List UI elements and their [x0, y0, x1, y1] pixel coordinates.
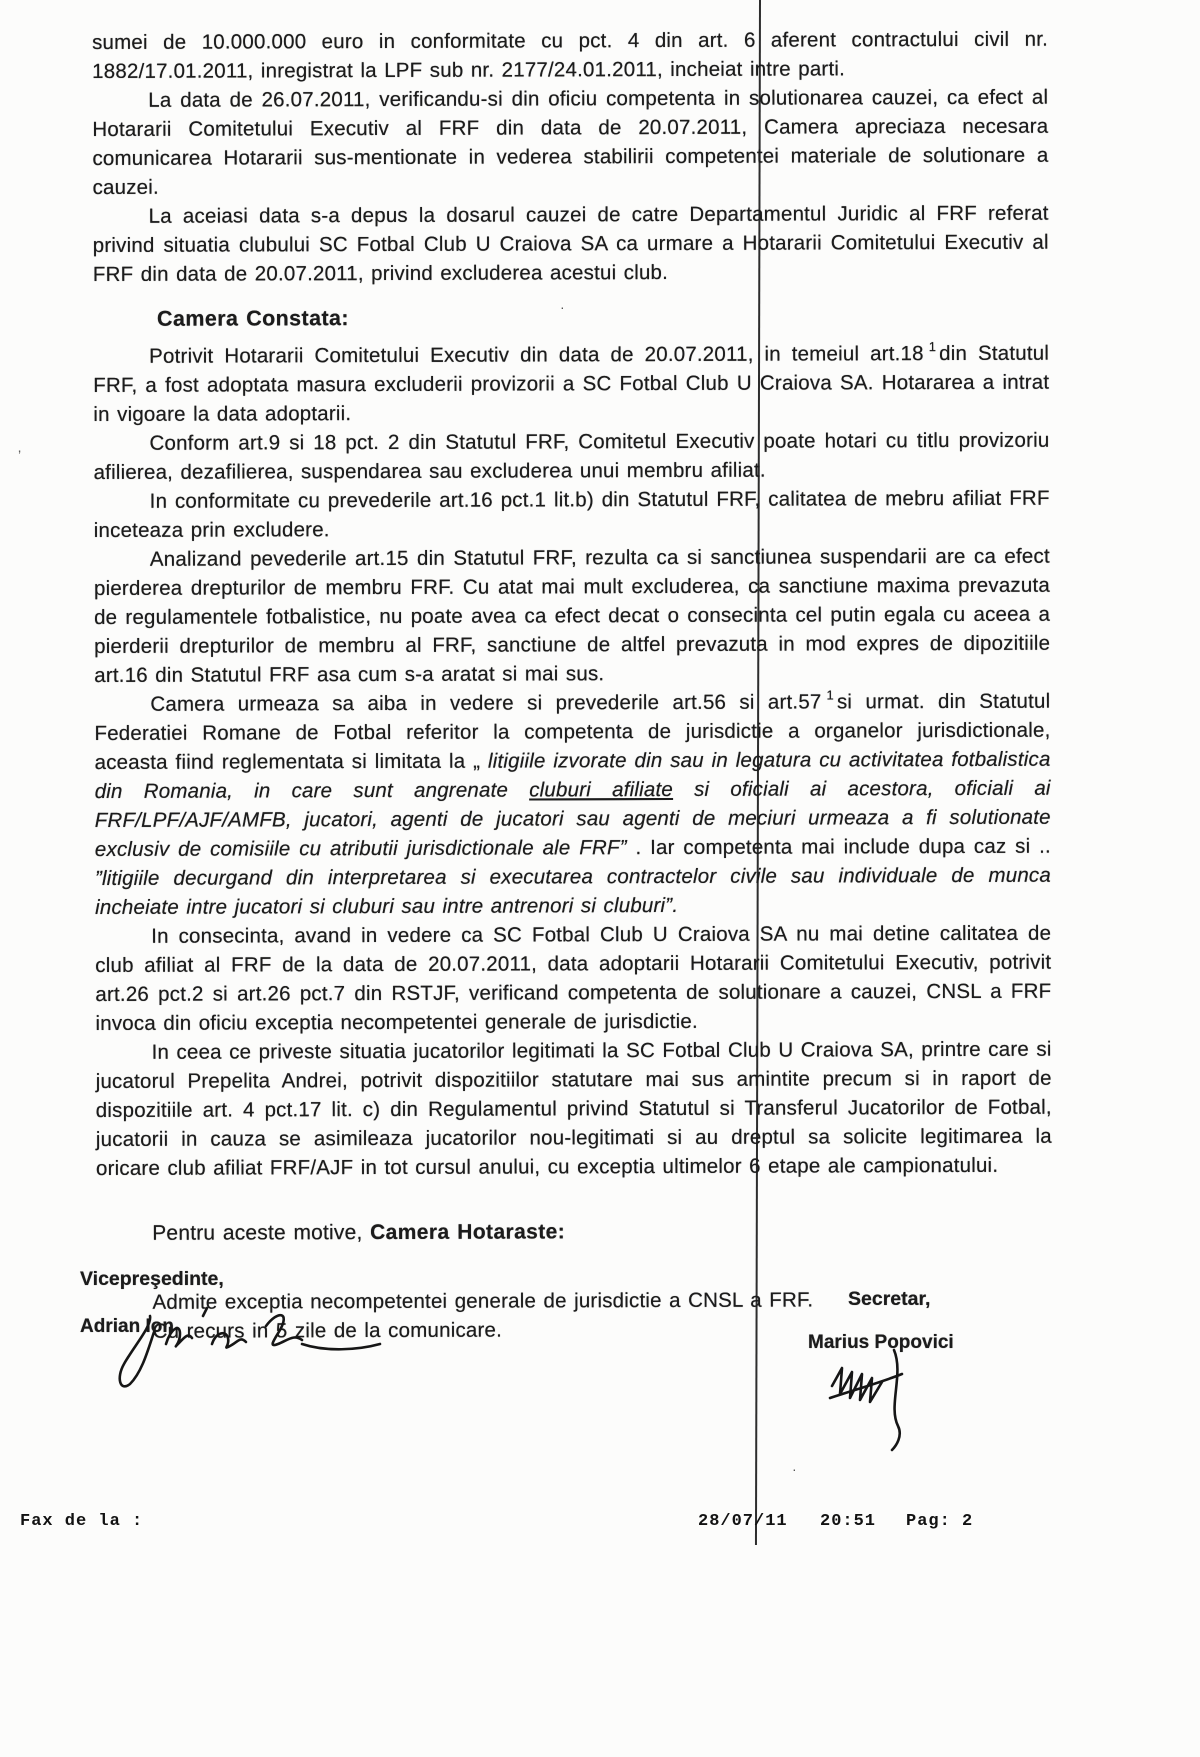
signature-left-handwriting — [108, 1292, 388, 1392]
paragraph-art9-18: Conform art.9 si 18 pct. 2 din Statutul FRF, Comitetul Executiv poate hotari cu titlu provizoriu afilierea, dezafilierea, suspendarea sau excluderea unui membru afiliat. — [93, 428, 1050, 484]
fax-footer-page-label: Pag: — [906, 1512, 951, 1531]
paragraph-consecinta: In consecinta, avand in vedere ca SC Fotbal Club U Craiova SA nu mai detine calitatea de club afiliat al FRF de la data de 20.07.2011, data adoptarii Hotararii Comitetului Executiv, potrivit art.26 pct.2 si art.26 pct.7 din RSTJF, verificand competenta de solutionare a cauzei, CNSL a FRF invoca din oficiu exceptia necompetentei generale de jurisdictie. — [95, 921, 1052, 1035]
scan-artifact: ’ — [18, 447, 22, 463]
paragraph-jucatori-legitimati: In ceea ce priveste situatia jucatorilor legitimati la SC Fotbal Club U Craiova SA, printre care si jucatorul Prepelita Andrei, potrivit dispozitiilor statutare mai sus amintite precum si in raport de dispozitiile art. 4 pct.17 lit. c) din Regulamentul privind Statutul si Transferul Jucatorilor de Fotbal, jucatorii in cauza se asimileaza jucatorilor nou-legitimati si au dreptul sa solicite legitimarea la oricare club afiliat FRF/AJF in tot cursul anului, cu exceptia ultimelor 6 etape ale campionatului. — [95, 1037, 1052, 1180]
fax-footer-date: 28/07/11 — [698, 1512, 788, 1531]
quoted-statute-text: ”litigiile decurgand din interpretarea si executarea contractelor civile sau individuale de munca incheiate intre jucatori si cluburi sau intre antrenori si cluburi”. — [94, 863, 1052, 919]
paragraph-excludere-provizorie — [93, 339, 1049, 429]
paragraph-contract-sum: sumei de 10.000.000 euro in conformitate cu pct. 4 din art. 6 aferent contractului civil nr. 1882/17.01.2011, inregistrat la LPF sub nr. 2177/24.01.2011, incheiat intre parti. — [92, 27, 1049, 83]
footnote-marker: 1 — [826, 687, 834, 703]
paragraph-text: Potrivit Hotararii Comitetului Executiv din data de 20.07.2011, in temeiul art.18 — [149, 342, 924, 368]
scan-artifact: · — [560, 299, 565, 315]
fax-footer-from-label: Fax de la : — [20, 1512, 144, 1531]
footnote-marker: 1 — [928, 339, 937, 355]
paragraph-competence-check: La data de 26.07.2011, verificandu-si din oficiu competenta in solutionarea cauzei, ca efect al Hotararii Comitetului Executiv al FRF din data de 20.07.2011, Camera apreciaza necesara comunicarea Hotararii sus-mentionate in vederea stabilirii competentei materiale de solutionare a cauzei. — [92, 85, 1049, 199]
paragraph-text: si urmat. din Statutul Federatiei Romane de Fotbal referitor la competenta de jurisdictie a organelor jurisdictionale, aceasta fiind reglementata si limitata la „ — [94, 689, 1051, 774]
heading-camera-constata: Camera Constata: — [156, 306, 349, 331]
motive-prefix: Pentru aceste motive, — [152, 1221, 371, 1245]
signature-right-name: Marius Popovici — [808, 1332, 954, 1353]
paragraph-text: . Iar competenta mai include dupa caz si .. — [626, 834, 1051, 860]
paragraph-art15-analiza: Analizand pevederile art.15 din Statutul FRF, rezulta ca si sanctiunea suspendarii are ca efect pierderea drepturilor de membru FRF. Cu atat mai mult excluderea, ca sanctiune maxima prevazuta de regulamentele fotbalistice, nu poate avea ca efect decat o consecinta cel putin egala cu aceea a pierderii drepturilor de membru al FRF, sanctiune de altfel prevazuta in mod expres de dipozitiile art.16 din Statutul FRF asa cum s-a aratat si mai sus. — [93, 544, 1051, 687]
signature-right-title: Secretar, — [848, 1288, 931, 1310]
motive-bold-text: Camera Hotaraste: — [370, 1220, 566, 1245]
paragraph-text: Camera urmeaza sa aiba in vedere si prevederile art.56 si art.57 — [150, 690, 822, 716]
underlined-cluburi-afiliate: cluburi afiliate — [529, 777, 673, 802]
paragraph-text: din Statutul FRF, a fost adoptata masura excluderii provizorii a SC Fotbal Club U Craiova SA. Hotararea a intrat in vigoare la data adoptarii. — [93, 341, 1050, 426]
paragraph-juridic-referat: La aceiasi data s-a depus la dosarul cauzei de catre Departamentul Juridic al FRF referat privind situatia clubului SC Fotbal Club U Craiova SA ca urmare a Hotararii Comitetului Executiv al FRF din data de 20.07.2011, privind excluderea acestui club. — [92, 201, 1049, 286]
heading-camera-hotaraste — [96, 1216, 1052, 1248]
fax-footer — [0, 1512, 1200, 1538]
document-body — [92, 25, 1053, 1346]
scan-artifact: · — [792, 1461, 797, 1477]
signature-left-name: Adrian Ion — [80, 1316, 174, 1337]
fax-footer-time: 20:51 — [820, 1512, 877, 1531]
quoted-statute-text: si oficiali ai acestora, oficiali ai FRF/LPF/AJF/AMFB, jucatori, agenti de jucatori sau agenti de meciuri urmeaza a fi solutionate exclusiv de comisiile cu atributii jurisdictionale ale FRF” — [94, 776, 1051, 861]
signature-right-handwriting — [824, 1344, 944, 1454]
signature-left-title: Vicepreşedinte, — [80, 1268, 224, 1290]
paragraph-decision-recurs: Cu recurs in 5 zile de la comunicare. — [152, 1318, 503, 1343]
paragraph-art56-57-jurisdictie — [94, 687, 1051, 922]
paragraph-decision-admite: Admite exceptia necompetentei generale de jurisdictie a CNSL a FRF. — [152, 1288, 814, 1314]
fax-footer-page-number: 2 — [962, 1512, 974, 1531]
paragraph-art16: In conformitate cu prevederile art.16 pct.1 lit.b) din Statutul FRF, calitatea de mebru afiliat FRF inceteaza prin excludere. — [93, 486, 1050, 542]
quoted-statute-text: litigiile izvorate din sau in legatura cu activitatea fotbalistica din Romania, in care sunt angrenate — [94, 747, 1051, 803]
